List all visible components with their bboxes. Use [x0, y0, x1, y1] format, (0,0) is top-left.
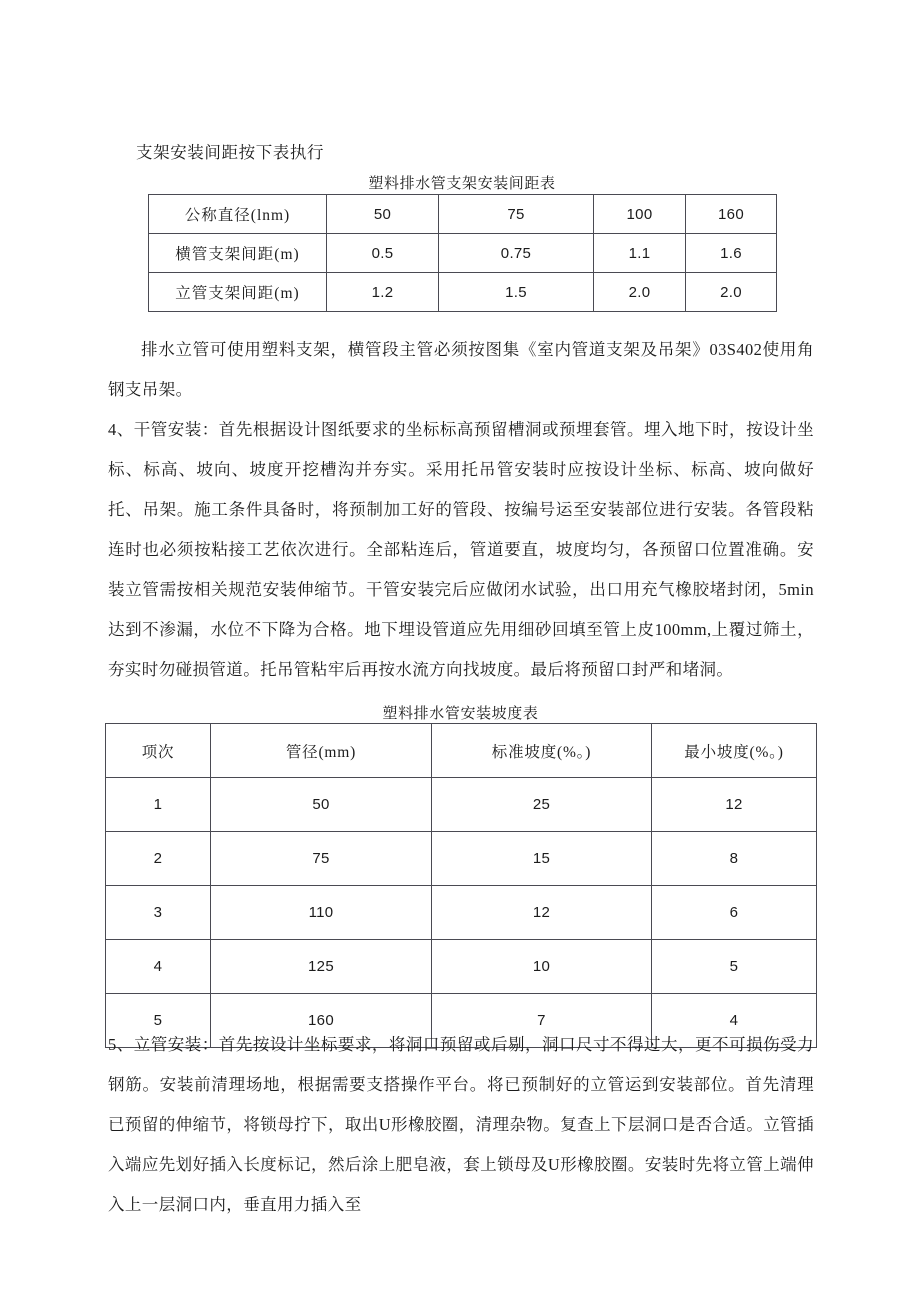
table-header-row [106, 724, 817, 778]
table-row [106, 832, 817, 886]
table-cell: 4 [106, 940, 211, 994]
table-support-spacing [148, 194, 777, 312]
table-cell: 50 [327, 195, 439, 234]
table-cell: 1.5 [439, 273, 594, 312]
table-row [106, 886, 817, 940]
table-cell: 75 [439, 195, 594, 234]
table-cell: 2.0 [594, 273, 686, 312]
table-cell: 125 [211, 940, 432, 994]
column-header: 标准坡度(%。) [432, 724, 652, 778]
table-cell: 0.75 [439, 234, 594, 273]
table-cell: 7 [432, 994, 652, 1048]
table-cell: 6 [652, 886, 817, 940]
table-cell: 25 [432, 778, 652, 832]
table-cell: 5 [106, 994, 211, 1048]
table-cell: 5 [652, 940, 817, 994]
row-label: 横管支架间距(m) [149, 234, 327, 273]
paragraph-plastic-support: 排水立管可使用塑料支架，横管段主管必须按图集《室内管道支架及吊架》03S402使用角钢支吊架。 [108, 340, 814, 399]
table-slope-title: 塑料排水管安装坡度表 [382, 706, 539, 722]
column-header: 项次 [106, 724, 211, 778]
table-cell: 75 [211, 832, 432, 886]
table-cell: 8 [652, 832, 817, 886]
table-cell: 1.6 [686, 234, 777, 273]
table-row [149, 195, 777, 234]
table-cell: 1.1 [594, 234, 686, 273]
table-slope [105, 723, 817, 1048]
table-cell: 100 [594, 195, 686, 234]
row-label: 公称直径(lnm) [149, 195, 327, 234]
table-cell: 160 [211, 994, 432, 1048]
table-cell: 1 [106, 778, 211, 832]
table-row [149, 234, 777, 273]
table-row [106, 778, 817, 832]
paragraph-main-pipe-installation: 4、干管安装：首先根据设计图纸要求的坐标标高预留槽洞或预埋套管。埋入地下时，按设计坐标、标高、坡向、坡度开挖槽沟并夯实。采用托吊管安装时应按设计坐标、标高、坡向做好托、吊架。施工条件具备时，将预制加工好的管段、按编号运至安装部位进行安装。各管段粘连时也必须按粘接工艺依次进行。全部粘连后，管道要直，坡度均匀，各预留口位置准确。安装立管需按相关规范安装伸缩节。干管安装完后应做闭水试验，出口用充气橡胶堵封闭，5min达到不渗漏，水位不下降为合格。地下埋设管道应先用细砂回填至管上皮100mm,上覆过筛土，夯实时勿碰损管道。托吊管粘牢后再按水流方向找坡度。最后将预留口封严和堵洞。 [108, 420, 814, 679]
row-label: 立管支架间距(m) [149, 273, 327, 312]
table-cell: 0.5 [327, 234, 439, 273]
column-header: 管径(mm) [211, 724, 432, 778]
column-header: 最小坡度(%。) [652, 724, 817, 778]
table-cell: 2 [106, 832, 211, 886]
table-cell: 12 [432, 886, 652, 940]
table-cell: 15 [432, 832, 652, 886]
table-row [106, 940, 817, 994]
table-cell: 12 [652, 778, 817, 832]
lead-sentence: 支架安装间距按下表执行 [136, 143, 325, 162]
table-cell: 160 [686, 195, 777, 234]
table-support-spacing-title: 塑料排水管支架安装间距表 [368, 176, 556, 192]
table-cell: 4 [652, 994, 817, 1048]
table-cell: 10 [432, 940, 652, 994]
table-cell: 50 [211, 778, 432, 832]
table-cell: 3 [106, 886, 211, 940]
table-cell: 2.0 [686, 273, 777, 312]
table-cell: 110 [211, 886, 432, 940]
table-cell: 1.2 [327, 273, 439, 312]
paragraph-riser-installation: 5、立管安装：首先按设计坐标要求，将洞口预留或后剔，洞口尺寸不得过大，更不可损伤受力钢筋。安装前清理场地，根据需要支搭操作平台。将已预制好的立管运到安装部位。首先清理已预留的伸缩节，将锁母拧下，取出U形橡胶圈，清理杂物。复查上下层洞口是否合适。立管插入端应先划好插入长度标记，然后涂上肥皂液，套上锁母及U形橡胶圈。安装时先将立管上端伸入上一层洞口内，垂直用力插入至 [108, 1035, 814, 1214]
table-row [149, 273, 777, 312]
